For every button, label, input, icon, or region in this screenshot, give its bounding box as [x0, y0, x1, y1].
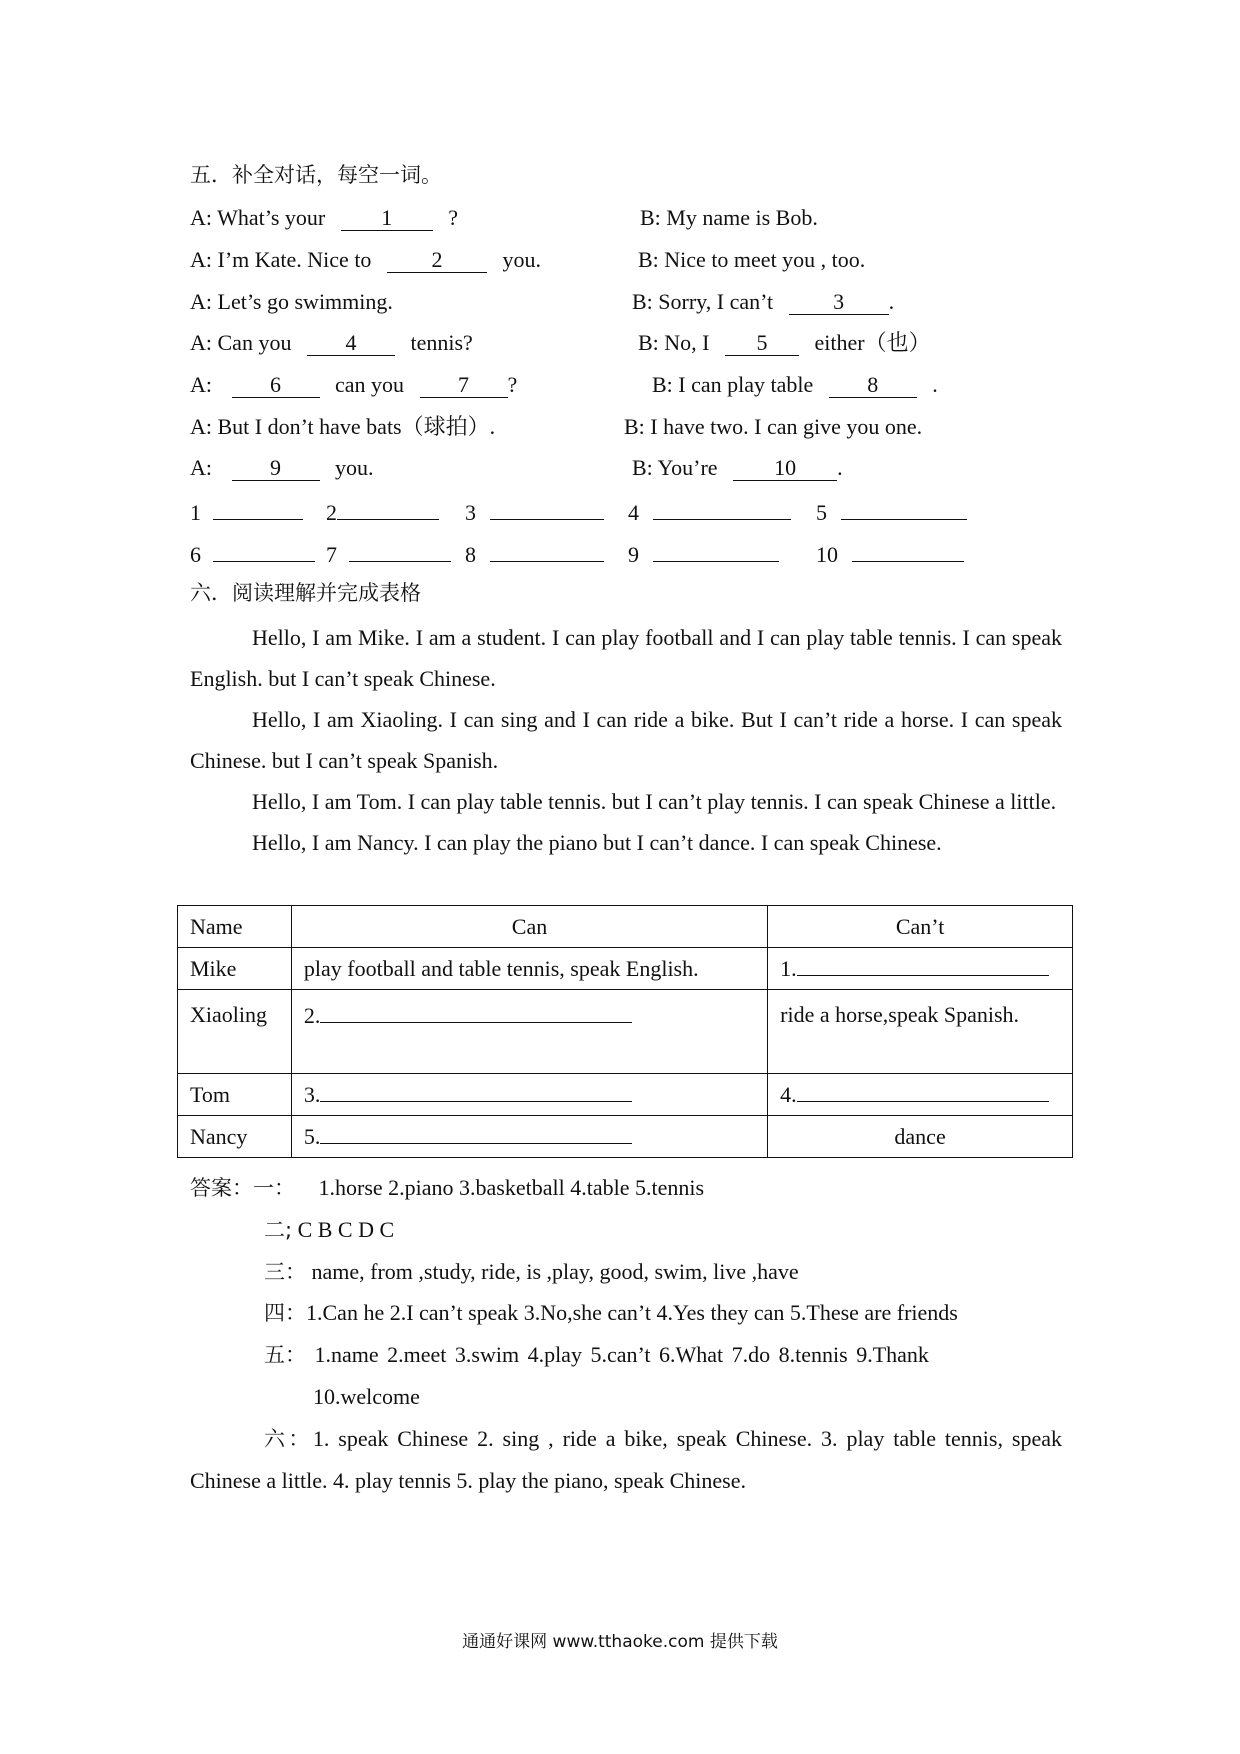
dialogue-b-1: B: My name is Bob. [640, 205, 818, 230]
answer-slot[interactable] [465, 499, 604, 524]
answers-prefix: 三： [264, 1260, 306, 1284]
dialogue-text: can you [335, 372, 405, 397]
answers-prefix: 四： [264, 1301, 306, 1325]
dialogue-a-1 [190, 207, 458, 231]
blank-8[interactable]: 8 [829, 374, 917, 398]
blank-7[interactable]: 7 [420, 374, 508, 398]
dialogue-text: B: I can play table [652, 372, 814, 397]
answers-prefix: 二; [264, 1218, 293, 1242]
dialogue-a-3: A: Let’s go swimming. [190, 289, 393, 314]
answers-prefix: 六： [264, 1427, 313, 1451]
blank-3[interactable]: 3 [789, 291, 889, 315]
answers-line-2 [264, 1219, 394, 1241]
answers-prefix: 五： [264, 1343, 306, 1367]
dialogue-a-2 [190, 249, 541, 273]
dialogue-b-5 [652, 374, 938, 398]
blank-6[interactable]: 6 [232, 374, 320, 398]
answer-slot[interactable] [816, 541, 964, 566]
answers-text: 1. speak Chinese 2. sing , ride a bike, speak Chinese. 3. play table tennis, speak Chinese a little. 4. play tennis 5. play the piano, speak Chinese. [190, 1426, 1062, 1493]
dialogue-a-4 [190, 332, 473, 356]
dialogue-text: . [837, 455, 843, 480]
answer-number: 8 [465, 542, 476, 567]
blank-1[interactable]: 1 [341, 207, 433, 231]
answers-line-6: 10.welcome [313, 1384, 420, 1409]
answers-text: 1.name 2.meet 3.swim 4.play 5.can’t 6.What 7.do 8.tennis 9.Thank [314, 1342, 929, 1367]
answers-text: name, from ,study, ride, is ,play, good, swim, live ,have [311, 1259, 799, 1284]
answers-text: 1.horse 2.piano 3.basketball 4.table 5.tennis [318, 1175, 705, 1200]
section5-title: 五．补全对话，每空一词。 [190, 163, 442, 187]
answer-slot[interactable] [326, 541, 451, 566]
answer-number: 9 [628, 542, 639, 567]
table-row [178, 948, 1073, 990]
table-cell-name: Tom [178, 1074, 292, 1116]
reading-passage [190, 617, 1062, 863]
dialogue-text: . [888, 289, 895, 314]
table-cell-can[interactable] [291, 990, 767, 1074]
answer-slot[interactable] [628, 541, 779, 566]
answer-slot[interactable] [326, 499, 439, 524]
answers-line-1 [190, 1177, 704, 1199]
section6-title: 六．阅读理解并完成表格 [190, 581, 421, 605]
dialogue-text: B: No, I [638, 330, 710, 355]
table-cell-cant: dance [768, 1116, 1073, 1158]
dialogue-b-4 [638, 332, 931, 356]
dialogue-text: A: Can you [190, 330, 292, 355]
answer-number: 2 [326, 500, 337, 525]
passage-paragraph: Hello, I am Xiaoling. I can sing and I can ride a bike. But I can’t ride a horse. I can speak Chinese. but I can’t speak Spanish. [190, 707, 1062, 773]
table-cell-name: Mike [178, 948, 292, 990]
dialogue-text: B: You’re [632, 455, 718, 480]
passage-paragraph: Hello, I am Tom. I can play table tennis. but I can’t play tennis. I can speak Chinese a little. [252, 789, 1057, 814]
answers-label: 答案： [190, 1176, 253, 1200]
answer-number: 5 [816, 500, 827, 525]
dialogue-b-7 [632, 457, 843, 481]
table-row [178, 1074, 1073, 1116]
blank-5[interactable]: 5 [725, 332, 799, 356]
cell-number: 1. [780, 956, 797, 981]
dialogue-a-7 [190, 457, 374, 481]
blank-2[interactable]: 2 [387, 249, 487, 273]
table-cell-cant: ride a horse,speak Spanish. [768, 990, 1073, 1074]
dialogue-text: . [932, 372, 938, 397]
dialogue-text: A: I’m Kate. Nice to [190, 247, 372, 272]
dialogue-text: A: [190, 455, 212, 480]
dialogue-a-5 [190, 374, 517, 398]
dialogue-text: you. [502, 247, 541, 272]
answer-slot[interactable] [190, 499, 303, 524]
dialogue-b-3 [632, 291, 894, 315]
answer-number: 10 [816, 542, 838, 567]
table-cell-can[interactable] [291, 1074, 767, 1116]
passage-paragraph: Hello, I am Nancy. I can play the piano but I can’t dance. I can speak Chinese. [252, 830, 942, 855]
table-header: Name [178, 906, 292, 948]
dialogue-text: ? [448, 205, 459, 230]
blank-9[interactable]: 9 [232, 457, 320, 481]
dialogue-text: B: Sorry, I can’t [632, 289, 774, 314]
table-header: Can’t [768, 906, 1073, 948]
answer-slot[interactable] [816, 499, 967, 524]
table-cell-name: Nancy [178, 1116, 292, 1158]
table-header-row [178, 906, 1073, 948]
table-cell-name: Xiaoling [178, 990, 292, 1074]
answer-slot[interactable] [465, 541, 604, 566]
answer-number: 6 [190, 542, 201, 567]
dialogue-text: you. [335, 455, 374, 480]
dialogue-a-6: A: But I don’t have bats（球拍）. [190, 414, 496, 439]
answer-number: 3 [465, 500, 476, 525]
answers-line-5 [264, 1344, 1064, 1366]
dialogue-text: tennis? [410, 330, 473, 355]
table-header: Can [291, 906, 767, 948]
table-row [178, 990, 1073, 1074]
answer-slot[interactable] [628, 499, 791, 524]
table-cell-can: play football and table tennis, speak English. [291, 948, 767, 990]
table-cell-can[interactable] [291, 1116, 767, 1158]
answers-line-7 [190, 1418, 1062, 1501]
answer-number: 7 [326, 542, 337, 567]
answer-number: 4 [628, 500, 639, 525]
passage-paragraph: Hello, I am Mike. I am a student. I can play football and I can play table tennis. I can speak English. but I can’t speak Chinese. [190, 625, 1062, 691]
cell-number: 4. [780, 1082, 797, 1107]
dialogue-text: ? [507, 372, 518, 397]
blank-10[interactable]: 10 [733, 457, 837, 481]
cell-number: 2. [303, 1003, 321, 1028]
answers-line-3 [264, 1261, 799, 1283]
dialogue-b-6: B: I have two. I can give you one. [624, 414, 923, 439]
answers-line-4 [264, 1302, 958, 1324]
dialogue-text: either（也） [814, 330, 931, 355]
answers-text: C B C D C [297, 1217, 395, 1242]
answer-slot[interactable] [190, 541, 315, 566]
reading-table [177, 905, 1073, 1158]
table-cell-cant[interactable] [768, 1074, 1073, 1116]
dialogue-text: A: What’s your [190, 205, 326, 230]
table-row [178, 1116, 1073, 1158]
cell-number: 3. [303, 1082, 321, 1107]
answer-number: 1 [190, 500, 201, 525]
blank-4[interactable]: 4 [307, 332, 395, 356]
answers-text: 1.Can he 2.I can’t speak 3.No,she can’t 4.Yes they can 5.These are friends [306, 1300, 958, 1325]
answers-prefix: 一： [253, 1176, 295, 1200]
table-cell-cant[interactable] [768, 948, 1073, 990]
cell-number: 5. [303, 1124, 321, 1149]
dialogue-b-2: B: Nice to meet you , too. [638, 247, 866, 272]
footer-credit: 通通好课网 www.tthaoke.com 提供下载 [462, 1632, 778, 1652]
dialogue-text: A: [190, 372, 212, 397]
